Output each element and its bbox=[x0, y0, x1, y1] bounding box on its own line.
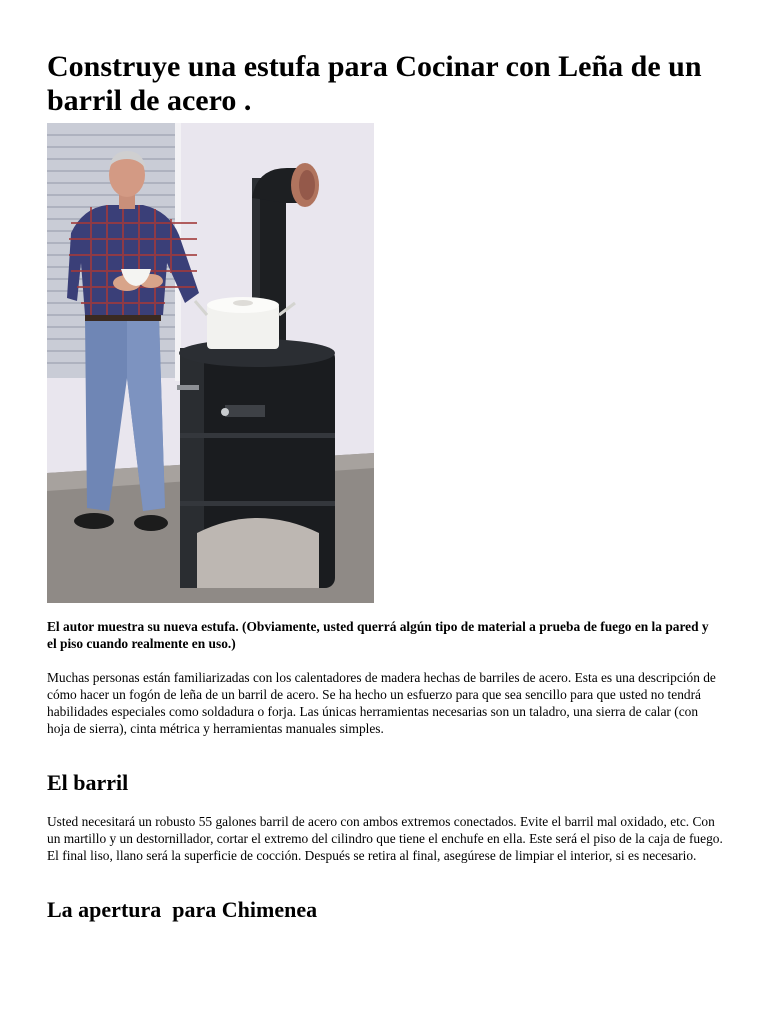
stove-photo-illustration bbox=[47, 123, 374, 603]
intro-paragraph: Muchas personas están familiarizadas con los calentadores de madera hechas de barriles de acero. Esta es una descripción de cómo hacer un fogón de leña de un barril de acero. Se ha hecho un esfuerzo para que sea sencillo para que usted no tendrá habilidades especiales como soldadura o forja. Las únicas herramientas necesarias son un taladro, una sierra de calar (con hoja de sierra), cinta métrica y herramientas manuales simples. bbox=[47, 670, 716, 736]
page-title: Construye una estufa para Cocinar con Leña de un barril de acero . bbox=[47, 50, 702, 117]
section-heading-chimney: La apertura para Chimenea bbox=[47, 897, 318, 922]
stove-photo bbox=[47, 123, 374, 603]
section-paragraph-barrel: Usted necesitará un robusto 55 galones barril de acero con ambos extremos conectados. Evite el barril mal oxidado, etc. Con un martillo y un destornillador, cortar el extremo del cilindro que tiene el enchufe en ella. Este será el piso de la caja de fuego. El final liso, llano será la superficie de cocción. Después se retira al final, asegúrese de limpiar el interior, si es necesario. bbox=[47, 814, 723, 863]
section-heading-barrel: El barril bbox=[47, 770, 129, 795]
figure-caption: El autor muestra su nueva estufa. (Obviamente, usted querrá algún tipo de material a prueba de fuego en la pared y el piso cuando realmente en uso.) bbox=[47, 619, 709, 651]
